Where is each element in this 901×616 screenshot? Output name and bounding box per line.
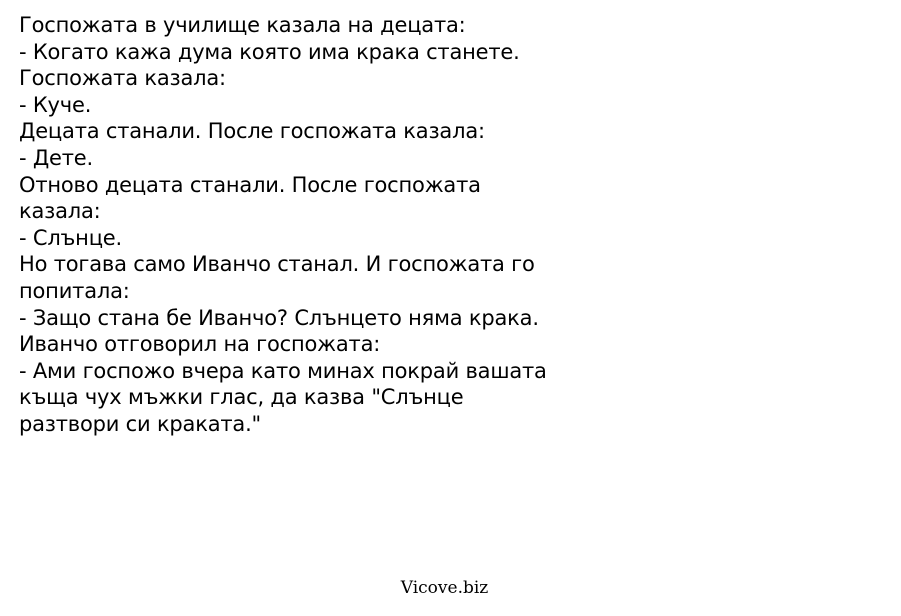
- joke-line: - Куче.: [19, 92, 92, 117]
- joke-line: - Ами госпожо вчера като минах покрай вашата: [19, 358, 547, 383]
- joke-line: Но тогава само Иванчо станал. И госпожата го: [19, 252, 535, 277]
- joke-line: Иванчо отговорил на госпожата:: [19, 332, 381, 357]
- joke-line: Госпожата в училище казала на децата:: [19, 13, 466, 37]
- joke-line: къща чух мъжки глас, да казва "Слънце: [19, 385, 464, 410]
- joke-line: Децата станали. После госпожата казала:: [19, 119, 485, 144]
- joke-line: разтвори си краката.": [19, 411, 262, 436]
- joke-line: - Слънце.: [19, 225, 122, 250]
- joke-line: Отново децата станали. После госпожата: [19, 172, 481, 197]
- site-watermark: Vicove.biz: [400, 578, 489, 598]
- joke-line: - Когато кажа дума която има крака станете.: [19, 39, 520, 64]
- joke-line: казала:: [19, 199, 101, 224]
- joke-line: попитала:: [19, 278, 130, 303]
- joke-line: - Дете.: [19, 145, 94, 170]
- joke-text: [19, 12, 639, 438]
- joke-line: - Защо стана бе Иванчо? Слънцето няма крака.: [19, 305, 539, 330]
- joke-line: Госпожата казала:: [19, 66, 226, 91]
